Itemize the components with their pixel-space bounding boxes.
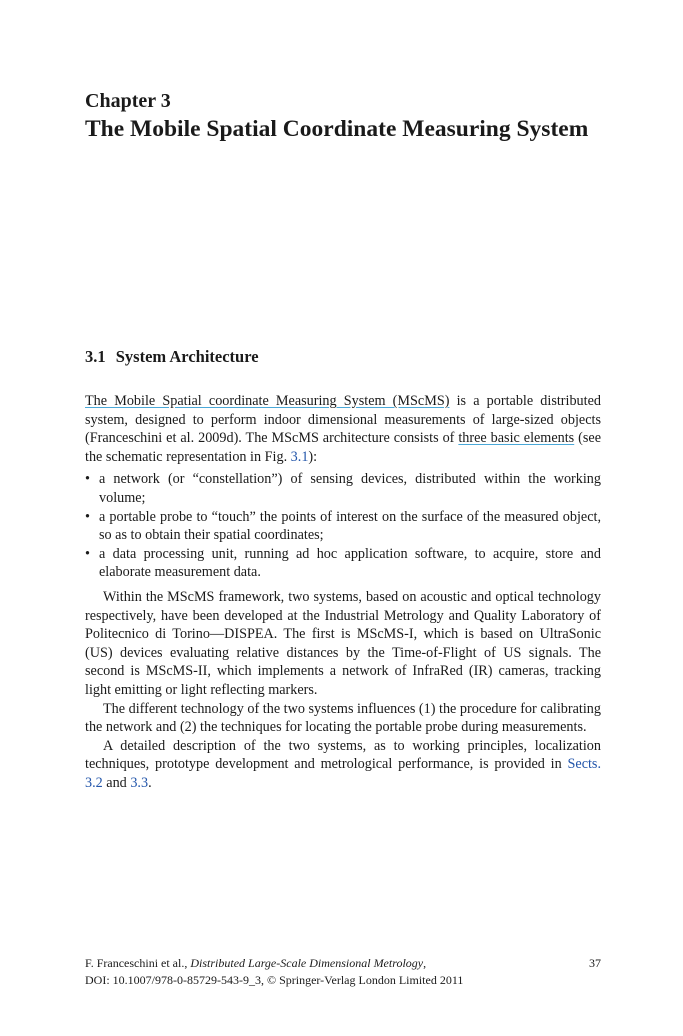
description-end: .	[148, 774, 152, 791]
footer-citation-row	[85, 955, 601, 972]
intro-paragraph	[85, 392, 601, 466]
footer-comma: ,	[423, 956, 427, 970]
mscms-link[interactable]: The Mobile Spatial coordinate Measuring System (MScMS)	[85, 393, 450, 409]
list-item-text: a network (or “constellation”) of sensing devices, distributed within the working volume;	[99, 471, 601, 506]
bullet-icon: •	[85, 545, 90, 562]
intro-text-c: ):	[308, 448, 318, 465]
footer-authors: F. Franceschini et al.,	[85, 956, 191, 970]
chapter-label: Chapter 3	[85, 90, 171, 112]
intro-text-b: (see the schematic representation in Fig.	[85, 430, 601, 465]
footer-doi: DOI: 10.1007/978-0-85729-543-9_3, © Springer-Verlag London Limited 2011	[85, 973, 464, 987]
footer-book-title: Distributed Large-Scale Dimensional Metrology	[190, 956, 424, 970]
list-item	[85, 545, 601, 582]
page-footer	[85, 955, 601, 989]
section-number: 3.1	[85, 347, 106, 366]
chapter-title: The Mobile Spatial Coordinate Measuring System	[85, 116, 589, 142]
list-item-text: a portable probe to “touch” the points of interest on the surface of the measured object, so as to obtain their spatial coordinates;	[99, 508, 601, 544]
page-number: 37	[589, 956, 601, 970]
paragraph-description	[85, 737, 601, 793]
figure-reference-link[interactable]: 3.1	[290, 448, 309, 465]
description-text: A detailed description of the two systems, as to working principles, localization techniques, prototype development and metrological performance, is provided in	[85, 737, 601, 773]
description-and: and	[102, 774, 131, 791]
element-list	[85, 470, 601, 582]
section-title: System Architecture	[115, 347, 259, 366]
bullet-icon: •	[85, 508, 90, 525]
three-elements-link[interactable]: three basic elements	[458, 430, 575, 447]
list-item	[85, 508, 601, 545]
section-reference-link[interactable]: Sects. 3.2	[85, 756, 601, 791]
paragraph-systems: Within the MScMS framework, two systems, based on acoustic and optical technology respectively, have been developed at the Industrial Metrology and Quality Laboratory of Politecnico di Torino—DISPEA. The first is MScMS-I, which is based on UltraSonic (US) devices evaluating relative distances by the Time-of-Flight of US signals. The second is MScMS-II, which implements a network of InfraRed (IR) cameras, tracking light emitting or light reflecting markers.	[85, 588, 601, 698]
bullet-icon: •	[85, 471, 90, 488]
intro-text-a: is a portable distributed system, designed to perform indoor dimensional measurements of large-sized objects (Franceschini et al. 2009d). The MScMS architecture consists of	[85, 393, 601, 447]
list-item-text: a data processing unit, running ad hoc application software, to acquire, store and elaborate measurement data.	[99, 545, 601, 581]
body-text	[85, 392, 601, 792]
section-reference-link[interactable]: 3.3	[130, 774, 149, 791]
footer-citation	[85, 955, 426, 972]
list-item	[85, 470, 601, 507]
section-heading	[85, 347, 259, 367]
paragraph-technology: The different technology of the two systems influences (1) the procedure for calibrating the network and (2) the techniques for locating the portable probe during measurements.	[85, 700, 601, 736]
